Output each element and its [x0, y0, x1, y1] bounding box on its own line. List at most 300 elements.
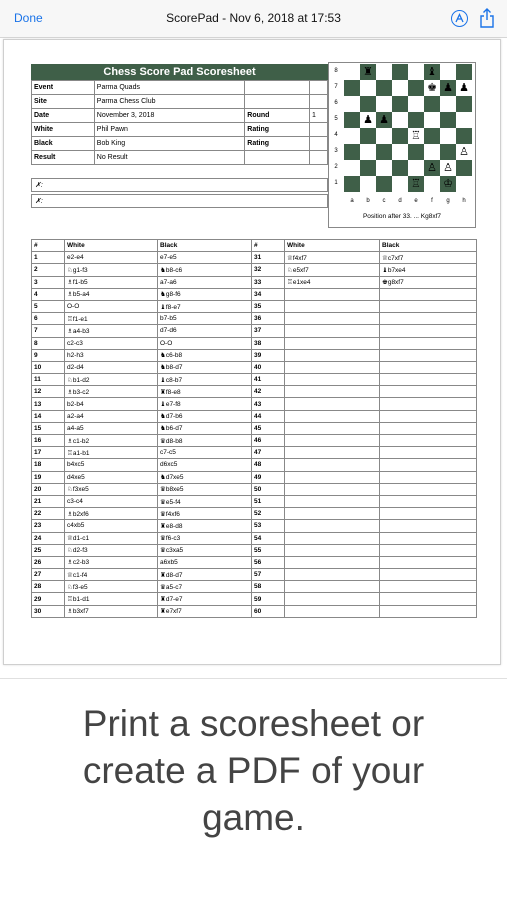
move-number: 42 — [252, 386, 285, 398]
table-row — [32, 605, 477, 617]
chess-piece-g1: ♔ — [443, 177, 453, 190]
square-a5 — [344, 112, 360, 128]
move-cell — [285, 435, 380, 447]
square-g7 — [440, 80, 456, 96]
move-cell — [380, 471, 477, 483]
move-number: 57 — [252, 569, 285, 581]
move-cell: ♜d8-d7 — [158, 569, 252, 581]
table-row — [32, 288, 477, 300]
site-label: Site — [32, 95, 95, 109]
square-g3 — [440, 144, 456, 160]
move-number: 32 — [252, 264, 285, 276]
table-row — [32, 276, 477, 288]
move-cell: d7-d6 — [158, 325, 252, 337]
square-e5 — [408, 112, 424, 128]
move-cell: ♘d2-f3 — [65, 544, 158, 556]
move-number: 1 — [32, 252, 65, 264]
move-cell: ♗b3xf7 — [65, 605, 158, 617]
chess-piece-f8: ♝ — [427, 65, 437, 78]
promo-line-1: Print a scoresheet or — [82, 703, 425, 744]
scoresheet-title: Chess Score Pad Scoresheet — [31, 64, 328, 80]
rank-label: 3 — [334, 148, 338, 154]
move-cell: ♗a4-b3 — [65, 325, 158, 337]
table-row — [32, 520, 477, 532]
square-b5 — [360, 112, 376, 128]
move-cell — [380, 581, 477, 593]
move-number: 10 — [32, 361, 65, 373]
square-c2 — [376, 160, 392, 176]
move-number: 27 — [32, 569, 65, 581]
move-cell: h2-h3 — [65, 349, 158, 361]
done-button[interactable]: Done — [14, 11, 43, 25]
square-b6 — [360, 96, 376, 112]
square-e4 — [408, 128, 424, 144]
move-cell: a7-a6 — [158, 276, 252, 288]
move-cell: d6xc5 — [158, 459, 252, 471]
moves-header: Black — [380, 240, 477, 252]
move-cell: ♞d7-b6 — [158, 410, 252, 422]
move-cell: c2-c3 — [65, 337, 158, 349]
table-row — [32, 447, 477, 459]
move-number: 53 — [252, 520, 285, 532]
move-number: 47 — [252, 447, 285, 459]
move-cell — [285, 410, 380, 422]
move-cell — [285, 313, 380, 325]
move-number: 55 — [252, 544, 285, 556]
move-cell — [285, 386, 380, 398]
move-cell: b2-b4 — [65, 398, 158, 410]
square-e8 — [408, 64, 424, 80]
document-title: ScorePad - Nov 6, 2018 at 17:53 — [166, 11, 341, 25]
share-icon[interactable] — [479, 8, 495, 28]
chess-piece-b5: ♟ — [363, 113, 373, 126]
move-cell — [380, 337, 477, 349]
file-label: f — [431, 198, 433, 204]
move-cell: b7-b5 — [158, 313, 252, 325]
square-h8 — [456, 64, 472, 80]
move-cell: ♗c2-b3 — [65, 556, 158, 568]
chess-piece-h3: ♙ — [459, 145, 469, 158]
move-cell: ♗f1-b5 — [65, 276, 158, 288]
move-cell: ♘g1-f3 — [65, 264, 158, 276]
square-d5 — [392, 112, 408, 128]
move-number: 23 — [32, 520, 65, 532]
square-h5 — [456, 112, 472, 128]
chess-piece-h7: ♟ — [459, 81, 469, 94]
table-row — [32, 569, 477, 581]
moves-table — [31, 239, 477, 618]
divider — [0, 678, 507, 679]
move-cell: ♛f4xf6 — [158, 508, 252, 520]
chess-piece-e4: ♖ — [411, 129, 421, 142]
move-number: 48 — [252, 459, 285, 471]
move-cell: ♖b1-d1 — [65, 593, 158, 605]
move-number: 8 — [32, 337, 65, 349]
square-f6 — [424, 96, 440, 112]
move-cell — [285, 374, 380, 386]
move-cell: ♛a5-c7 — [158, 581, 252, 593]
move-cell: c7-c5 — [158, 447, 252, 459]
square-b2 — [360, 160, 376, 176]
move-number: 15 — [32, 422, 65, 434]
move-number: 29 — [32, 593, 65, 605]
square-f4 — [424, 128, 440, 144]
move-cell — [285, 556, 380, 568]
rank-label: 6 — [334, 100, 338, 106]
table-row — [32, 252, 477, 264]
move-cell: c3-c4 — [65, 495, 158, 507]
move-cell: ♞c6-b8 — [158, 349, 252, 361]
move-cell: ♛e5-f4 — [158, 495, 252, 507]
square-f1 — [424, 176, 440, 192]
chess-piece-e1: ♖ — [411, 177, 421, 190]
move-cell: ♝c8-b7 — [158, 374, 252, 386]
square-a2 — [344, 160, 360, 176]
move-number: 49 — [252, 471, 285, 483]
move-number: 38 — [252, 337, 285, 349]
move-cell: ♞b8-c6 — [158, 264, 252, 276]
square-e1 — [408, 176, 424, 192]
date-label: Date — [32, 109, 95, 123]
square-c7 — [376, 80, 392, 96]
move-number: 44 — [252, 410, 285, 422]
move-number: 5 — [32, 300, 65, 312]
move-number: 31 — [252, 252, 285, 264]
square-b1 — [360, 176, 376, 192]
file-label: a — [350, 198, 354, 204]
table-row — [32, 459, 477, 471]
move-cell: ♛d8-b8 — [158, 435, 252, 447]
move-cell — [285, 361, 380, 373]
white-label: White — [32, 123, 95, 137]
square-f3 — [424, 144, 440, 160]
move-cell: ♛b8xe5 — [158, 483, 252, 495]
square-b8 — [360, 64, 376, 80]
rank-label: 2 — [334, 164, 338, 170]
move-cell: e2-e4 — [65, 252, 158, 264]
result-label: Result — [32, 151, 95, 165]
square-a3 — [344, 144, 360, 160]
square-c6 — [376, 96, 392, 112]
square-e7 — [408, 80, 424, 96]
move-cell — [285, 483, 380, 495]
square-d4 — [392, 128, 408, 144]
move-cell — [380, 386, 477, 398]
move-cell: e7-e5 — [158, 252, 252, 264]
move-cell — [380, 495, 477, 507]
promo-line-3: game. — [202, 797, 305, 838]
square-g8 — [440, 64, 456, 80]
square-f7 — [424, 80, 440, 96]
move-number: 19 — [32, 471, 65, 483]
move-cell: a6xb5 — [158, 556, 252, 568]
move-cell — [380, 508, 477, 520]
result-value: No Result — [94, 151, 244, 165]
square-h1 — [456, 176, 472, 192]
move-number: 4 — [32, 288, 65, 300]
move-cell — [380, 435, 477, 447]
table-row — [32, 410, 477, 422]
move-number: 54 — [252, 532, 285, 544]
move-cell — [285, 605, 380, 617]
move-cell — [380, 483, 477, 495]
rank-label: 1 — [334, 180, 338, 186]
move-number: 11 — [32, 374, 65, 386]
move-cell: ♜d7-e7 — [158, 593, 252, 605]
move-number: 58 — [252, 581, 285, 593]
square-h4 — [456, 128, 472, 144]
move-number: 20 — [32, 483, 65, 495]
move-number: 43 — [252, 398, 285, 410]
move-number: 22 — [32, 508, 65, 520]
move-cell — [380, 520, 477, 532]
square-g6 — [440, 96, 456, 112]
move-cell: ♕c1-f4 — [65, 569, 158, 581]
move-cell — [380, 361, 477, 373]
move-number: 45 — [252, 422, 285, 434]
move-cell: d2-d4 — [65, 361, 158, 373]
move-number: 51 — [252, 495, 285, 507]
rank-label: 5 — [334, 116, 338, 122]
position-caption: Position after 33. ... Kg8xf7 — [362, 213, 442, 220]
move-cell — [285, 325, 380, 337]
black-label: Black — [32, 137, 95, 151]
move-cell — [285, 459, 380, 471]
move-number: 34 — [252, 288, 285, 300]
move-cell — [380, 532, 477, 544]
move-cell — [380, 569, 477, 581]
chess-piece-f2: ♙ — [427, 161, 437, 174]
square-b3 — [360, 144, 376, 160]
move-cell — [380, 374, 477, 386]
move-cell — [380, 288, 477, 300]
move-number: 30 — [32, 605, 65, 617]
table-row — [32, 593, 477, 605]
square-d6 — [392, 96, 408, 112]
square-h7 — [456, 80, 472, 96]
move-cell: a2-a4 — [65, 410, 158, 422]
move-number: 13 — [32, 398, 65, 410]
square-d8 — [392, 64, 408, 80]
rank-label: 8 — [334, 68, 338, 74]
move-cell: ♜f8-e8 — [158, 386, 252, 398]
file-label: e — [414, 198, 418, 204]
moves-header: Black — [158, 240, 252, 252]
square-c3 — [376, 144, 392, 160]
move-cell — [380, 410, 477, 422]
move-number: 21 — [32, 495, 65, 507]
move-cell: ♖a1-b1 — [65, 447, 158, 459]
move-cell: ♘b1-d2 — [65, 374, 158, 386]
move-cell: ♜e7xf7 — [158, 605, 252, 617]
move-cell — [380, 605, 477, 617]
table-row — [32, 337, 477, 349]
move-cell: O-O — [65, 300, 158, 312]
rank-label: 4 — [334, 132, 338, 138]
move-number: 35 — [252, 300, 285, 312]
move-cell — [380, 349, 477, 361]
move-cell — [285, 593, 380, 605]
move-cell — [285, 398, 380, 410]
promo-text — [0, 700, 507, 841]
square-g1 — [440, 176, 456, 192]
navigation-bar — [0, 0, 507, 38]
chess-piece-g7: ♟ — [443, 81, 453, 94]
square-c8 — [376, 64, 392, 80]
date-value: November 3, 2018 — [94, 109, 244, 123]
square-c4 — [376, 128, 392, 144]
move-number: 50 — [252, 483, 285, 495]
move-cell: ♗c1-b2 — [65, 435, 158, 447]
move-cell — [285, 532, 380, 544]
move-cell: O-O — [158, 337, 252, 349]
move-number: 36 — [252, 313, 285, 325]
file-label: d — [398, 198, 402, 204]
table-row — [32, 361, 477, 373]
move-cell — [380, 313, 477, 325]
moves-header: # — [252, 240, 285, 252]
chess-piece-g2: ♙ — [443, 161, 453, 174]
square-d1 — [392, 176, 408, 192]
move-number: 33 — [252, 276, 285, 288]
move-cell — [380, 422, 477, 434]
table-row — [32, 495, 477, 507]
move-cell — [380, 459, 477, 471]
event-label: Event — [32, 81, 95, 95]
move-cell: ♞d7xe5 — [158, 471, 252, 483]
move-cell — [380, 447, 477, 459]
move-cell: ♛c3xa5 — [158, 544, 252, 556]
move-number: 40 — [252, 361, 285, 373]
move-cell — [380, 593, 477, 605]
move-cell — [285, 495, 380, 507]
table-row — [32, 544, 477, 556]
square-g5 — [440, 112, 456, 128]
table-row — [32, 349, 477, 361]
move-number: 9 — [32, 349, 65, 361]
move-cell — [285, 288, 380, 300]
file-label: c — [382, 198, 386, 204]
black-rating-label: Rating — [245, 137, 310, 151]
move-cell: ♕f4xf7 — [285, 252, 380, 264]
file-label: b — [366, 198, 370, 204]
move-cell: ♞b6-d7 — [158, 422, 252, 434]
square-h6 — [456, 96, 472, 112]
square-h3 — [456, 144, 472, 160]
square-d3 — [392, 144, 408, 160]
event-value: Parma Quads — [94, 81, 244, 95]
markup-icon[interactable] — [451, 10, 468, 27]
square-e6 — [408, 96, 424, 112]
move-number: 52 — [252, 508, 285, 520]
move-cell: b4xc5 — [65, 459, 158, 471]
square-a7 — [344, 80, 360, 96]
move-number: 46 — [252, 435, 285, 447]
move-number: 17 — [32, 447, 65, 459]
square-b7 — [360, 80, 376, 96]
move-number: 18 — [32, 459, 65, 471]
move-number: 25 — [32, 544, 65, 556]
notes-row-1: ✗: — [31, 178, 328, 192]
table-row — [32, 435, 477, 447]
square-a4 — [344, 128, 360, 144]
move-cell: ♘f3-e5 — [65, 581, 158, 593]
table-row — [32, 556, 477, 568]
moves-header: White — [65, 240, 158, 252]
move-cell — [285, 569, 380, 581]
move-cell: ♛f6-c3 — [158, 532, 252, 544]
table-row — [32, 581, 477, 593]
move-cell — [285, 337, 380, 349]
move-number: 24 — [32, 532, 65, 544]
square-g2 — [440, 160, 456, 176]
move-cell: ♞g8-f6 — [158, 288, 252, 300]
table-row — [32, 471, 477, 483]
chess-board — [344, 64, 472, 192]
square-a8 — [344, 64, 360, 80]
square-f5 — [424, 112, 440, 128]
promo-line-2: create a PDF of your — [82, 750, 425, 791]
square-h2 — [456, 160, 472, 176]
moves-header: # — [32, 240, 65, 252]
notes-row-2: ✗: — [31, 194, 328, 208]
move-cell — [285, 544, 380, 556]
white-player-value: Phil Pawn — [94, 123, 244, 137]
move-cell: ♘f3xe5 — [65, 483, 158, 495]
white-rating-label: Rating — [245, 123, 310, 137]
move-cell — [380, 556, 477, 568]
move-number: 28 — [32, 581, 65, 593]
table-row — [32, 508, 477, 520]
square-b4 — [360, 128, 376, 144]
square-a6 — [344, 96, 360, 112]
move-number: 12 — [32, 386, 65, 398]
move-cell: ♖e1xe4 — [285, 276, 380, 288]
move-cell: ♕d1-c1 — [65, 532, 158, 544]
table-row — [32, 398, 477, 410]
square-f2 — [424, 160, 440, 176]
round-value: 1 — [310, 109, 328, 123]
table-row — [32, 300, 477, 312]
move-cell: ♗b2xf6 — [65, 508, 158, 520]
move-cell: ♘e5xf7 — [285, 264, 380, 276]
file-label: g — [446, 198, 450, 204]
table-row — [32, 532, 477, 544]
table-row — [32, 374, 477, 386]
move-number: 2 — [32, 264, 65, 276]
table-row — [32, 483, 477, 495]
move-cell: a4-a5 — [65, 422, 158, 434]
move-number: 16 — [32, 435, 65, 447]
square-a1 — [344, 176, 360, 192]
black-player-value: Bob King — [94, 137, 244, 151]
move-cell — [285, 447, 380, 459]
table-row — [32, 325, 477, 337]
square-d2 — [392, 160, 408, 176]
move-number: 26 — [32, 556, 65, 568]
move-cell — [285, 471, 380, 483]
move-cell — [380, 398, 477, 410]
chess-piece-b8: ♜ — [363, 65, 373, 78]
move-cell — [285, 422, 380, 434]
square-c1 — [376, 176, 392, 192]
square-f8 — [424, 64, 440, 80]
file-label: h — [462, 198, 466, 204]
move-cell: ♗b5-a4 — [65, 288, 158, 300]
move-cell — [380, 300, 477, 312]
move-number: 3 — [32, 276, 65, 288]
move-number: 14 — [32, 410, 65, 422]
